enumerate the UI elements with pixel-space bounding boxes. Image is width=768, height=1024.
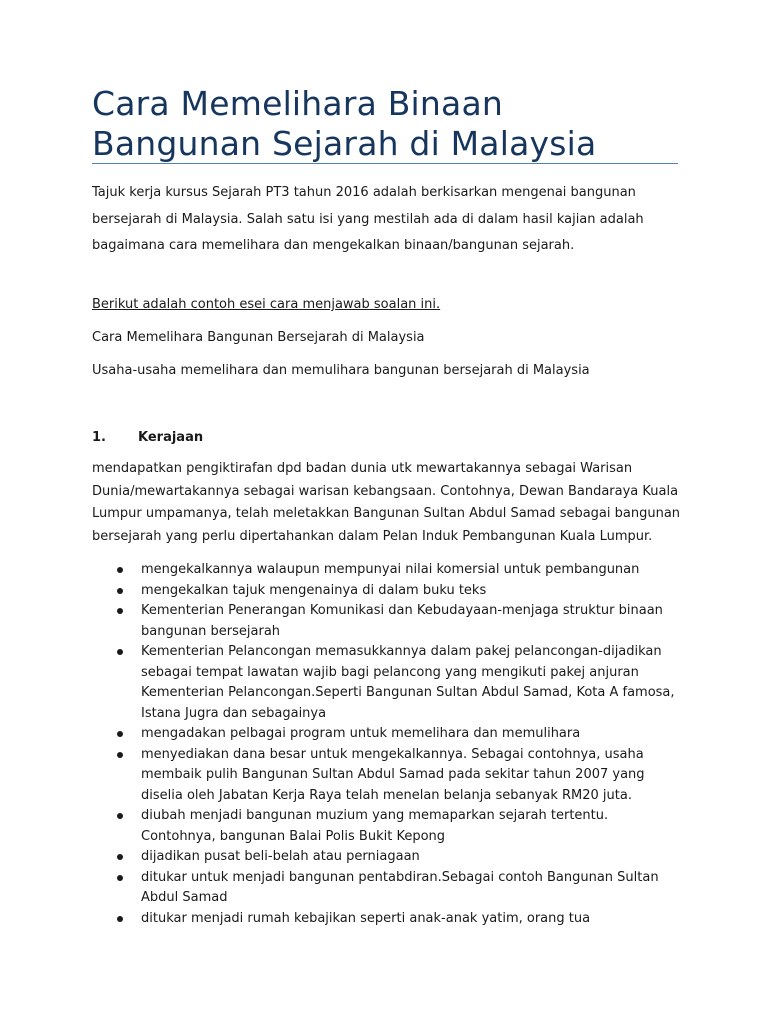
example-note: Berikut adalah contoh esei cara menjawab soalan ini.	[92, 297, 441, 312]
section-number: 1.	[92, 430, 106, 445]
bullet-icon	[117, 608, 123, 614]
list-item: Kementerian Penerangan Komunikasi dan Kebudayaan-menjaga struktur binaan bangunan bersejarah	[92, 601, 682, 642]
bullet-icon	[117, 875, 123, 881]
intro-paragraph: Tajuk kerja kursus Sejarah PT3 tahun 2016 adalah berkisarkan mengenai bangunan bersejarah di Malaysia. Salah satu isi yang mestilah ada di dalam hasil kajian adalah bagaimana cara memelihara dan mengekalkan binaan/bangunan sejarah.	[92, 185, 644, 253]
bullet-icon	[117, 916, 123, 922]
essay-subtitle: Cara Memelihara Bangunan Bersejarah di Malaysia	[92, 330, 425, 345]
list-item: ditukar untuk menjadi bangunan pentabdiran.Sebagai contoh Bangunan Sultan Abdul Samad	[92, 868, 682, 909]
bullet-icon	[117, 588, 123, 594]
bullet-icon	[117, 813, 123, 819]
list-item: dijadikan pusat beli-belah atau perniagaan	[92, 847, 682, 868]
list-item: mengekalkan tajuk mengenainya di dalam buku teks	[92, 581, 682, 602]
list-item: mengekalkannya walaupun mempunyai nilai komersial untuk pembangunan	[92, 560, 682, 581]
bullet-icon	[117, 854, 123, 860]
bullet-icon	[117, 567, 123, 573]
bullet-icon	[117, 649, 123, 655]
section-paragraph: mendapatkan pengiktirafan dpd badan dunia utk mewartakannya sebagai Warisan Dunia/mewartakannya sebagai warisan kebangsaan. Contohnya, Dewan Bandaraya Kuala Lumpur umpamanya, telah meletakkan Bangunan Sultan Abdul Samad sebagai bangunan bersejarah yang perlu dipertahankan dalam Pelan Induk Pembangunan Kuala Lumpur.	[92, 461, 681, 544]
document-title	[92, 84, 678, 164]
section-heading	[92, 427, 203, 449]
list-item: menyediakan dana besar untuk mengekalkannya. Sebagai contohnya, usaha membaik pulih Bangunan Sultan Abdul Samad pada sekitar tahun 2007 yang diselia oleh Jabatan Kerja Raya telah menelan belanja sebanyak RM20 juta.	[92, 745, 682, 807]
list-item: mengadakan pelbagai program untuk memelihara dan memulihara	[92, 724, 682, 745]
bullet-list	[92, 560, 682, 929]
list-item: Kementerian Pelancongan memasukkannya dalam pakej pelancongan-dijadikan sebagai tempat lawatan wajib bagi pelancong yang mengikuti pakej anjuran Kementerian Pelancongan.Seperti Bangunan Sultan Abdul Samad, Kota A famosa, Istana Jugra dan sebagainya	[92, 642, 682, 724]
title-divider	[92, 163, 678, 164]
list-item: ditukar menjadi rumah kebajikan seperti anak-anak yatim, orang tua	[92, 909, 682, 930]
efforts-line: Usaha-usaha memelihara dan memulihara bangunan bersejarah di Malaysia	[92, 363, 590, 378]
bullet-icon	[117, 731, 123, 737]
bullet-icon	[117, 752, 123, 758]
title-line-1: Cara Memelihara Binaan	[92, 84, 504, 123]
title-line-2: Bangunan Sejarah di Malaysia	[92, 124, 597, 163]
list-item: diubah menjadi bangunan muzium yang memaparkan sejarah tertentu. Contohnya, bangunan Balai Polis Bukit Kepong	[92, 806, 682, 847]
section-title: Kerajaan	[138, 430, 204, 445]
